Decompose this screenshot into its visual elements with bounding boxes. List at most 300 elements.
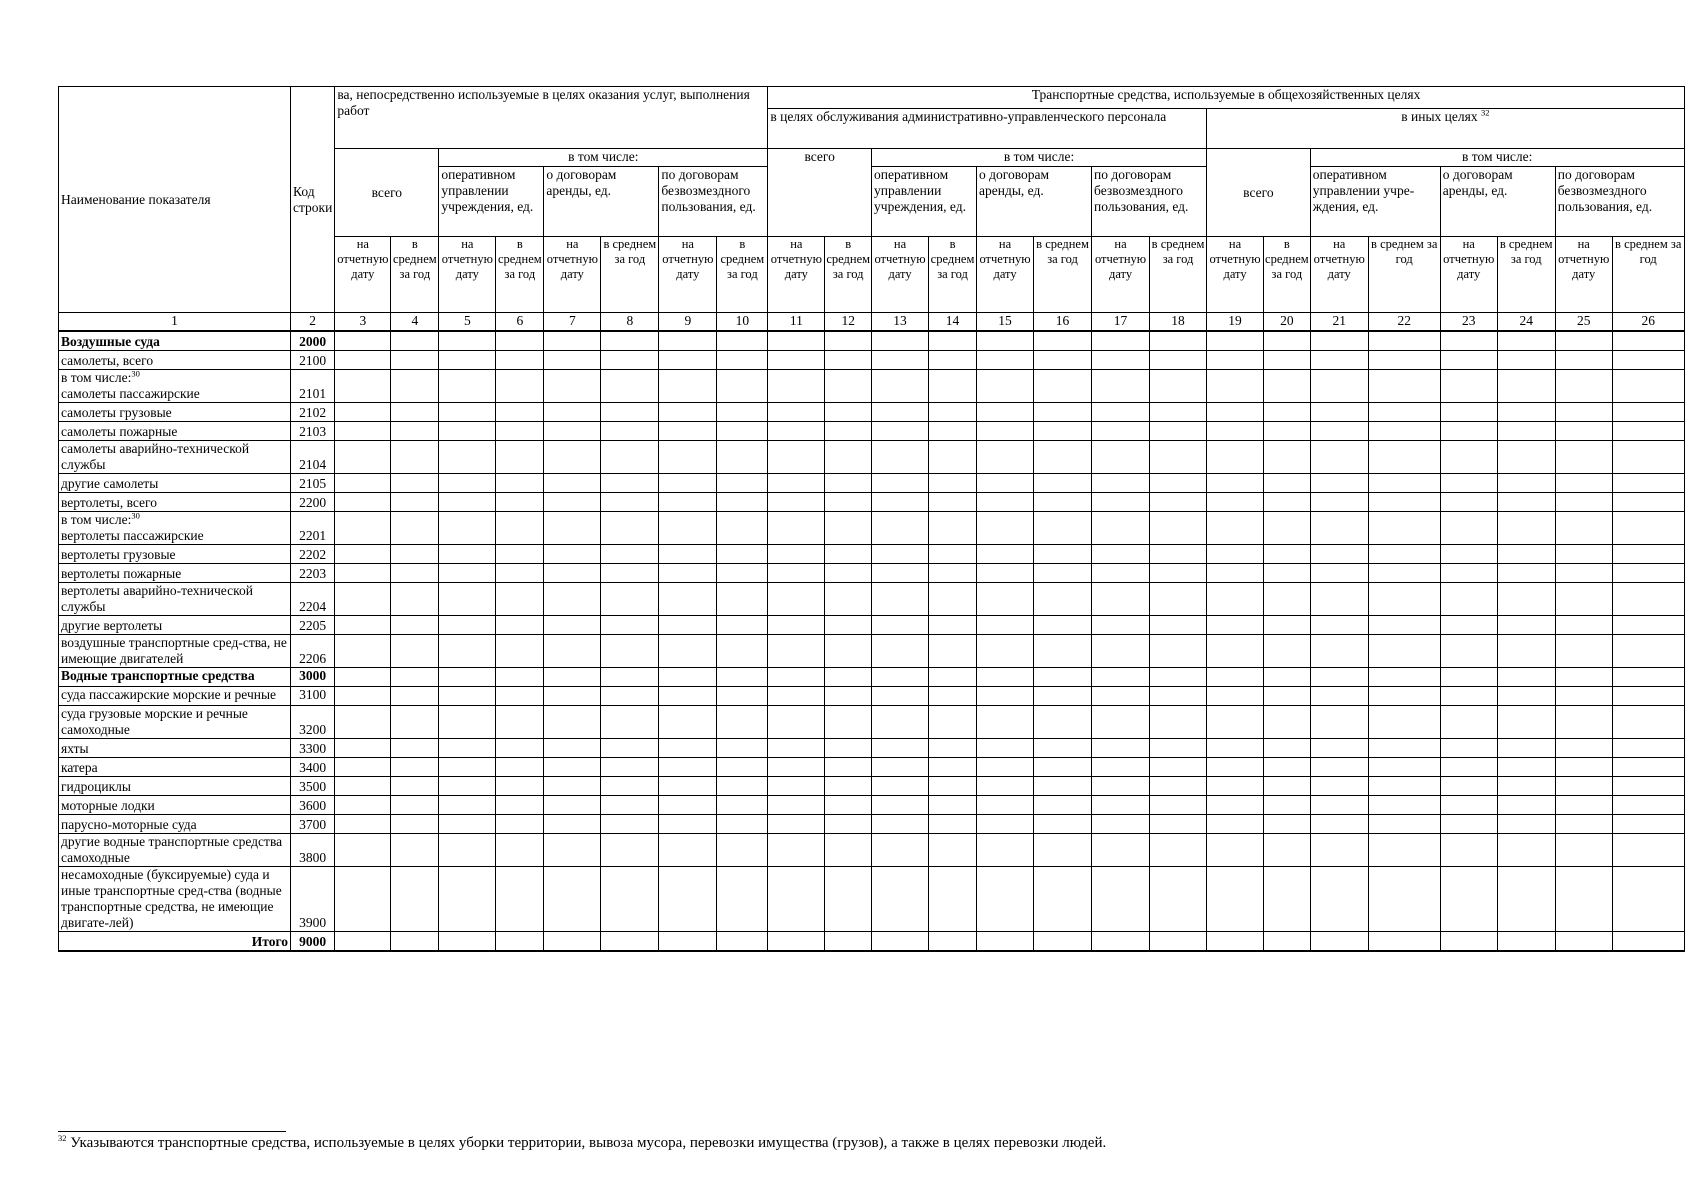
value-cell[interactable] (1310, 511, 1368, 544)
value-cell[interactable] (977, 563, 1034, 582)
value-cell[interactable] (1555, 440, 1612, 473)
value-cell[interactable] (1264, 421, 1311, 440)
value-cell[interactable] (335, 511, 391, 544)
value-cell[interactable] (1612, 331, 1684, 351)
value-cell[interactable] (391, 440, 439, 473)
value-cell[interactable] (768, 511, 825, 544)
value-cell[interactable] (335, 350, 391, 369)
value-cell[interactable] (391, 511, 439, 544)
value-cell[interactable] (1207, 421, 1264, 440)
value-cell[interactable] (391, 634, 439, 667)
value-cell[interactable] (335, 544, 391, 563)
value-cell[interactable] (659, 615, 717, 634)
value-cell[interactable] (1092, 833, 1150, 866)
value-cell[interactable] (659, 814, 717, 833)
value-cell[interactable] (1440, 511, 1497, 544)
value-cell[interactable] (1368, 369, 1440, 402)
value-cell[interactable] (1207, 615, 1264, 634)
value-cell[interactable] (825, 757, 872, 776)
value-cell[interactable] (768, 795, 825, 814)
value-cell[interactable] (1264, 634, 1311, 667)
value-cell[interactable] (391, 738, 439, 757)
value-cell[interactable] (929, 866, 977, 931)
value-cell[interactable] (1150, 492, 1207, 511)
value-cell[interactable] (1612, 814, 1684, 833)
value-cell[interactable] (717, 705, 768, 738)
value-cell[interactable] (929, 667, 977, 686)
value-cell[interactable] (1497, 473, 1555, 492)
value-cell[interactable] (717, 563, 768, 582)
value-cell[interactable] (1612, 833, 1684, 866)
value-cell[interactable] (1612, 473, 1684, 492)
total-value-cell[interactable] (1150, 931, 1207, 951)
value-cell[interactable] (391, 369, 439, 402)
value-cell[interactable] (335, 634, 391, 667)
value-cell[interactable] (1497, 511, 1555, 544)
value-cell[interactable] (872, 795, 929, 814)
value-cell[interactable] (1612, 402, 1684, 421)
value-cell[interactable] (496, 331, 544, 351)
value-cell[interactable] (1555, 511, 1612, 544)
value-cell[interactable] (977, 615, 1034, 634)
value-cell[interactable] (1497, 544, 1555, 563)
value-cell[interactable] (1092, 615, 1150, 634)
value-cell[interactable] (1092, 738, 1150, 757)
value-cell[interactable] (929, 421, 977, 440)
value-cell[interactable] (659, 511, 717, 544)
value-cell[interactable] (1555, 492, 1612, 511)
value-cell[interactable] (335, 615, 391, 634)
value-cell[interactable] (717, 776, 768, 795)
value-cell[interactable] (929, 350, 977, 369)
value-cell[interactable] (1092, 544, 1150, 563)
value-cell[interactable] (929, 776, 977, 795)
value-cell[interactable] (717, 686, 768, 705)
value-cell[interactable] (872, 814, 929, 833)
value-cell[interactable] (335, 866, 391, 931)
value-cell[interactable] (659, 402, 717, 421)
value-cell[interactable] (496, 795, 544, 814)
value-cell[interactable] (872, 331, 929, 351)
value-cell[interactable] (1207, 776, 1264, 795)
value-cell[interactable] (1092, 492, 1150, 511)
value-cell[interactable] (1440, 814, 1497, 833)
value-cell[interactable] (1555, 544, 1612, 563)
value-cell[interactable] (1034, 331, 1092, 351)
value-cell[interactable] (1368, 473, 1440, 492)
value-cell[interactable] (439, 814, 496, 833)
value-cell[interactable] (659, 563, 717, 582)
value-cell[interactable] (825, 331, 872, 351)
value-cell[interactable] (1368, 667, 1440, 686)
value-cell[interactable] (659, 421, 717, 440)
value-cell[interactable] (1207, 402, 1264, 421)
value-cell[interactable] (659, 667, 717, 686)
value-cell[interactable] (768, 440, 825, 473)
value-cell[interactable] (1264, 814, 1311, 833)
value-cell[interactable] (872, 615, 929, 634)
value-cell[interactable] (1440, 795, 1497, 814)
value-cell[interactable] (1150, 814, 1207, 833)
value-cell[interactable] (1440, 350, 1497, 369)
value-cell[interactable] (1497, 667, 1555, 686)
value-cell[interactable] (544, 440, 601, 473)
value-cell[interactable] (929, 473, 977, 492)
value-cell[interactable] (335, 331, 391, 351)
value-cell[interactable] (929, 544, 977, 563)
value-cell[interactable] (717, 473, 768, 492)
value-cell[interactable] (496, 402, 544, 421)
value-cell[interactable] (1497, 686, 1555, 705)
value-cell[interactable] (1555, 738, 1612, 757)
value-cell[interactable] (1034, 833, 1092, 866)
value-cell[interactable] (717, 814, 768, 833)
value-cell[interactable] (1092, 757, 1150, 776)
value-cell[interactable] (1440, 686, 1497, 705)
value-cell[interactable] (977, 667, 1034, 686)
value-cell[interactable] (1034, 686, 1092, 705)
value-cell[interactable] (601, 492, 659, 511)
value-cell[interactable] (659, 473, 717, 492)
value-cell[interactable] (1264, 582, 1311, 615)
value-cell[interactable] (977, 473, 1034, 492)
value-cell[interactable] (544, 544, 601, 563)
value-cell[interactable] (1497, 492, 1555, 511)
value-cell[interactable] (659, 776, 717, 795)
value-cell[interactable] (1440, 402, 1497, 421)
value-cell[interactable] (1440, 833, 1497, 866)
value-cell[interactable] (1368, 331, 1440, 351)
value-cell[interactable] (1034, 814, 1092, 833)
total-value-cell[interactable] (1612, 931, 1684, 951)
value-cell[interactable] (1150, 331, 1207, 351)
value-cell[interactable] (1264, 563, 1311, 582)
value-cell[interactable] (601, 402, 659, 421)
value-cell[interactable] (872, 582, 929, 615)
value-cell[interactable] (659, 492, 717, 511)
value-cell[interactable] (1440, 757, 1497, 776)
value-cell[interactable] (1440, 369, 1497, 402)
value-cell[interactable] (335, 686, 391, 705)
value-cell[interactable] (601, 511, 659, 544)
value-cell[interactable] (544, 615, 601, 634)
value-cell[interactable] (544, 473, 601, 492)
value-cell[interactable] (1092, 667, 1150, 686)
value-cell[interactable] (496, 757, 544, 776)
value-cell[interactable] (825, 473, 872, 492)
value-cell[interactable] (1150, 634, 1207, 667)
value-cell[interactable] (1555, 705, 1612, 738)
value-cell[interactable] (496, 776, 544, 795)
value-cell[interactable] (439, 866, 496, 931)
value-cell[interactable] (1612, 615, 1684, 634)
value-cell[interactable] (825, 582, 872, 615)
value-cell[interactable] (768, 833, 825, 866)
value-cell[interactable] (872, 350, 929, 369)
value-cell[interactable] (335, 492, 391, 511)
value-cell[interactable] (1207, 544, 1264, 563)
value-cell[interactable] (825, 738, 872, 757)
value-cell[interactable] (977, 866, 1034, 931)
value-cell[interactable] (496, 492, 544, 511)
value-cell[interactable] (335, 402, 391, 421)
value-cell[interactable] (1310, 402, 1368, 421)
value-cell[interactable] (1264, 667, 1311, 686)
value-cell[interactable] (496, 814, 544, 833)
value-cell[interactable] (1440, 563, 1497, 582)
value-cell[interactable] (1440, 667, 1497, 686)
value-cell[interactable] (825, 544, 872, 563)
value-cell[interactable] (872, 511, 929, 544)
value-cell[interactable] (335, 667, 391, 686)
value-cell[interactable] (1612, 492, 1684, 511)
value-cell[interactable] (929, 331, 977, 351)
value-cell[interactable] (1310, 440, 1368, 473)
value-cell[interactable] (391, 686, 439, 705)
value-cell[interactable] (1555, 776, 1612, 795)
value-cell[interactable] (768, 473, 825, 492)
value-cell[interactable] (391, 544, 439, 563)
value-cell[interactable] (1310, 686, 1368, 705)
value-cell[interactable] (717, 866, 768, 931)
value-cell[interactable] (872, 369, 929, 402)
value-cell[interactable] (601, 544, 659, 563)
value-cell[interactable] (1368, 582, 1440, 615)
value-cell[interactable] (1440, 331, 1497, 351)
value-cell[interactable] (929, 402, 977, 421)
value-cell[interactable] (768, 776, 825, 795)
value-cell[interactable] (1497, 833, 1555, 866)
value-cell[interactable] (1555, 686, 1612, 705)
value-cell[interactable] (825, 705, 872, 738)
value-cell[interactable] (1310, 814, 1368, 833)
value-cell[interactable] (391, 667, 439, 686)
value-cell[interactable] (872, 866, 929, 931)
value-cell[interactable] (1150, 667, 1207, 686)
value-cell[interactable] (601, 814, 659, 833)
value-cell[interactable] (1440, 544, 1497, 563)
value-cell[interactable] (335, 473, 391, 492)
total-value-cell[interactable] (1264, 931, 1311, 951)
value-cell[interactable] (1368, 757, 1440, 776)
value-cell[interactable] (929, 757, 977, 776)
value-cell[interactable] (496, 563, 544, 582)
value-cell[interactable] (1555, 667, 1612, 686)
value-cell[interactable] (601, 738, 659, 757)
value-cell[interactable] (825, 402, 872, 421)
value-cell[interactable] (1368, 615, 1440, 634)
total-value-cell[interactable] (1092, 931, 1150, 951)
value-cell[interactable] (1612, 544, 1684, 563)
value-cell[interactable] (1368, 795, 1440, 814)
value-cell[interactable] (601, 421, 659, 440)
value-cell[interactable] (1310, 705, 1368, 738)
value-cell[interactable] (872, 421, 929, 440)
value-cell[interactable] (1310, 563, 1368, 582)
value-cell[interactable] (717, 544, 768, 563)
value-cell[interactable] (872, 544, 929, 563)
value-cell[interactable] (929, 563, 977, 582)
value-cell[interactable] (439, 563, 496, 582)
value-cell[interactable] (1207, 331, 1264, 351)
value-cell[interactable] (717, 757, 768, 776)
value-cell[interactable] (1612, 421, 1684, 440)
total-value-cell[interactable] (439, 931, 496, 951)
value-cell[interactable] (659, 350, 717, 369)
value-cell[interactable] (1368, 866, 1440, 931)
value-cell[interactable] (439, 634, 496, 667)
value-cell[interactable] (1612, 705, 1684, 738)
value-cell[interactable] (717, 421, 768, 440)
value-cell[interactable] (439, 421, 496, 440)
value-cell[interactable] (768, 582, 825, 615)
value-cell[interactable] (977, 440, 1034, 473)
value-cell[interactable] (1092, 814, 1150, 833)
value-cell[interactable] (1207, 795, 1264, 814)
value-cell[interactable] (1310, 331, 1368, 351)
value-cell[interactable] (1092, 350, 1150, 369)
value-cell[interactable] (977, 402, 1034, 421)
value-cell[interactable] (391, 582, 439, 615)
value-cell[interactable] (768, 615, 825, 634)
value-cell[interactable] (825, 667, 872, 686)
value-cell[interactable] (872, 634, 929, 667)
value-cell[interactable] (1034, 544, 1092, 563)
value-cell[interactable] (1555, 866, 1612, 931)
value-cell[interactable] (825, 866, 872, 931)
value-cell[interactable] (1612, 686, 1684, 705)
value-cell[interactable] (496, 421, 544, 440)
value-cell[interactable] (1612, 795, 1684, 814)
value-cell[interactable] (929, 705, 977, 738)
value-cell[interactable] (929, 440, 977, 473)
value-cell[interactable] (1207, 757, 1264, 776)
value-cell[interactable] (496, 544, 544, 563)
value-cell[interactable] (1207, 440, 1264, 473)
value-cell[interactable] (1150, 440, 1207, 473)
value-cell[interactable] (1310, 615, 1368, 634)
value-cell[interactable] (1092, 634, 1150, 667)
total-value-cell[interactable] (929, 931, 977, 951)
value-cell[interactable] (391, 757, 439, 776)
value-cell[interactable] (1034, 369, 1092, 402)
value-cell[interactable] (1264, 511, 1311, 544)
value-cell[interactable] (717, 440, 768, 473)
value-cell[interactable] (391, 421, 439, 440)
total-value-cell[interactable] (1034, 931, 1092, 951)
value-cell[interactable] (391, 331, 439, 351)
value-cell[interactable] (1497, 369, 1555, 402)
value-cell[interactable] (977, 814, 1034, 833)
total-value-cell[interactable] (659, 931, 717, 951)
value-cell[interactable] (1555, 582, 1612, 615)
value-cell[interactable] (872, 667, 929, 686)
value-cell[interactable] (1612, 757, 1684, 776)
value-cell[interactable] (872, 738, 929, 757)
value-cell[interactable] (1310, 492, 1368, 511)
total-value-cell[interactable] (1497, 931, 1555, 951)
value-cell[interactable] (659, 440, 717, 473)
value-cell[interactable] (544, 492, 601, 511)
value-cell[interactable] (1555, 402, 1612, 421)
value-cell[interactable] (1092, 440, 1150, 473)
value-cell[interactable] (1150, 421, 1207, 440)
value-cell[interactable] (601, 634, 659, 667)
value-cell[interactable] (1150, 738, 1207, 757)
value-cell[interactable] (1368, 686, 1440, 705)
value-cell[interactable] (496, 511, 544, 544)
value-cell[interactable] (1150, 402, 1207, 421)
value-cell[interactable] (1092, 582, 1150, 615)
value-cell[interactable] (1368, 350, 1440, 369)
value-cell[interactable] (1310, 757, 1368, 776)
value-cell[interactable] (391, 795, 439, 814)
value-cell[interactable] (1497, 421, 1555, 440)
value-cell[interactable] (1368, 634, 1440, 667)
value-cell[interactable] (1440, 776, 1497, 795)
total-value-cell[interactable] (1310, 931, 1368, 951)
value-cell[interactable] (601, 615, 659, 634)
value-cell[interactable] (1207, 563, 1264, 582)
value-cell[interactable] (1555, 757, 1612, 776)
value-cell[interactable] (1555, 369, 1612, 402)
value-cell[interactable] (601, 350, 659, 369)
value-cell[interactable] (659, 705, 717, 738)
value-cell[interactable] (1310, 473, 1368, 492)
value-cell[interactable] (659, 757, 717, 776)
value-cell[interactable] (768, 667, 825, 686)
value-cell[interactable] (1264, 686, 1311, 705)
value-cell[interactable] (1207, 492, 1264, 511)
value-cell[interactable] (1092, 402, 1150, 421)
value-cell[interactable] (929, 492, 977, 511)
value-cell[interactable] (768, 402, 825, 421)
value-cell[interactable] (496, 582, 544, 615)
value-cell[interactable] (496, 440, 544, 473)
value-cell[interactable] (1034, 667, 1092, 686)
value-cell[interactable] (1497, 402, 1555, 421)
value-cell[interactable] (439, 686, 496, 705)
value-cell[interactable] (768, 686, 825, 705)
value-cell[interactable] (1207, 667, 1264, 686)
value-cell[interactable] (1612, 667, 1684, 686)
value-cell[interactable] (977, 776, 1034, 795)
value-cell[interactable] (977, 544, 1034, 563)
value-cell[interactable] (768, 350, 825, 369)
value-cell[interactable] (1310, 667, 1368, 686)
value-cell[interactable] (929, 582, 977, 615)
value-cell[interactable] (717, 667, 768, 686)
value-cell[interactable] (1150, 582, 1207, 615)
value-cell[interactable] (1310, 421, 1368, 440)
value-cell[interactable] (544, 582, 601, 615)
value-cell[interactable] (496, 738, 544, 757)
value-cell[interactable] (1264, 492, 1311, 511)
value-cell[interactable] (825, 814, 872, 833)
value-cell[interactable] (977, 738, 1034, 757)
value-cell[interactable] (1440, 705, 1497, 738)
value-cell[interactable] (1368, 814, 1440, 833)
value-cell[interactable] (544, 667, 601, 686)
value-cell[interactable] (929, 833, 977, 866)
value-cell[interactable] (496, 667, 544, 686)
value-cell[interactable] (335, 833, 391, 866)
value-cell[interactable] (1264, 369, 1311, 402)
value-cell[interactable] (1034, 795, 1092, 814)
value-cell[interactable] (1207, 833, 1264, 866)
value-cell[interactable] (391, 473, 439, 492)
value-cell[interactable] (768, 738, 825, 757)
